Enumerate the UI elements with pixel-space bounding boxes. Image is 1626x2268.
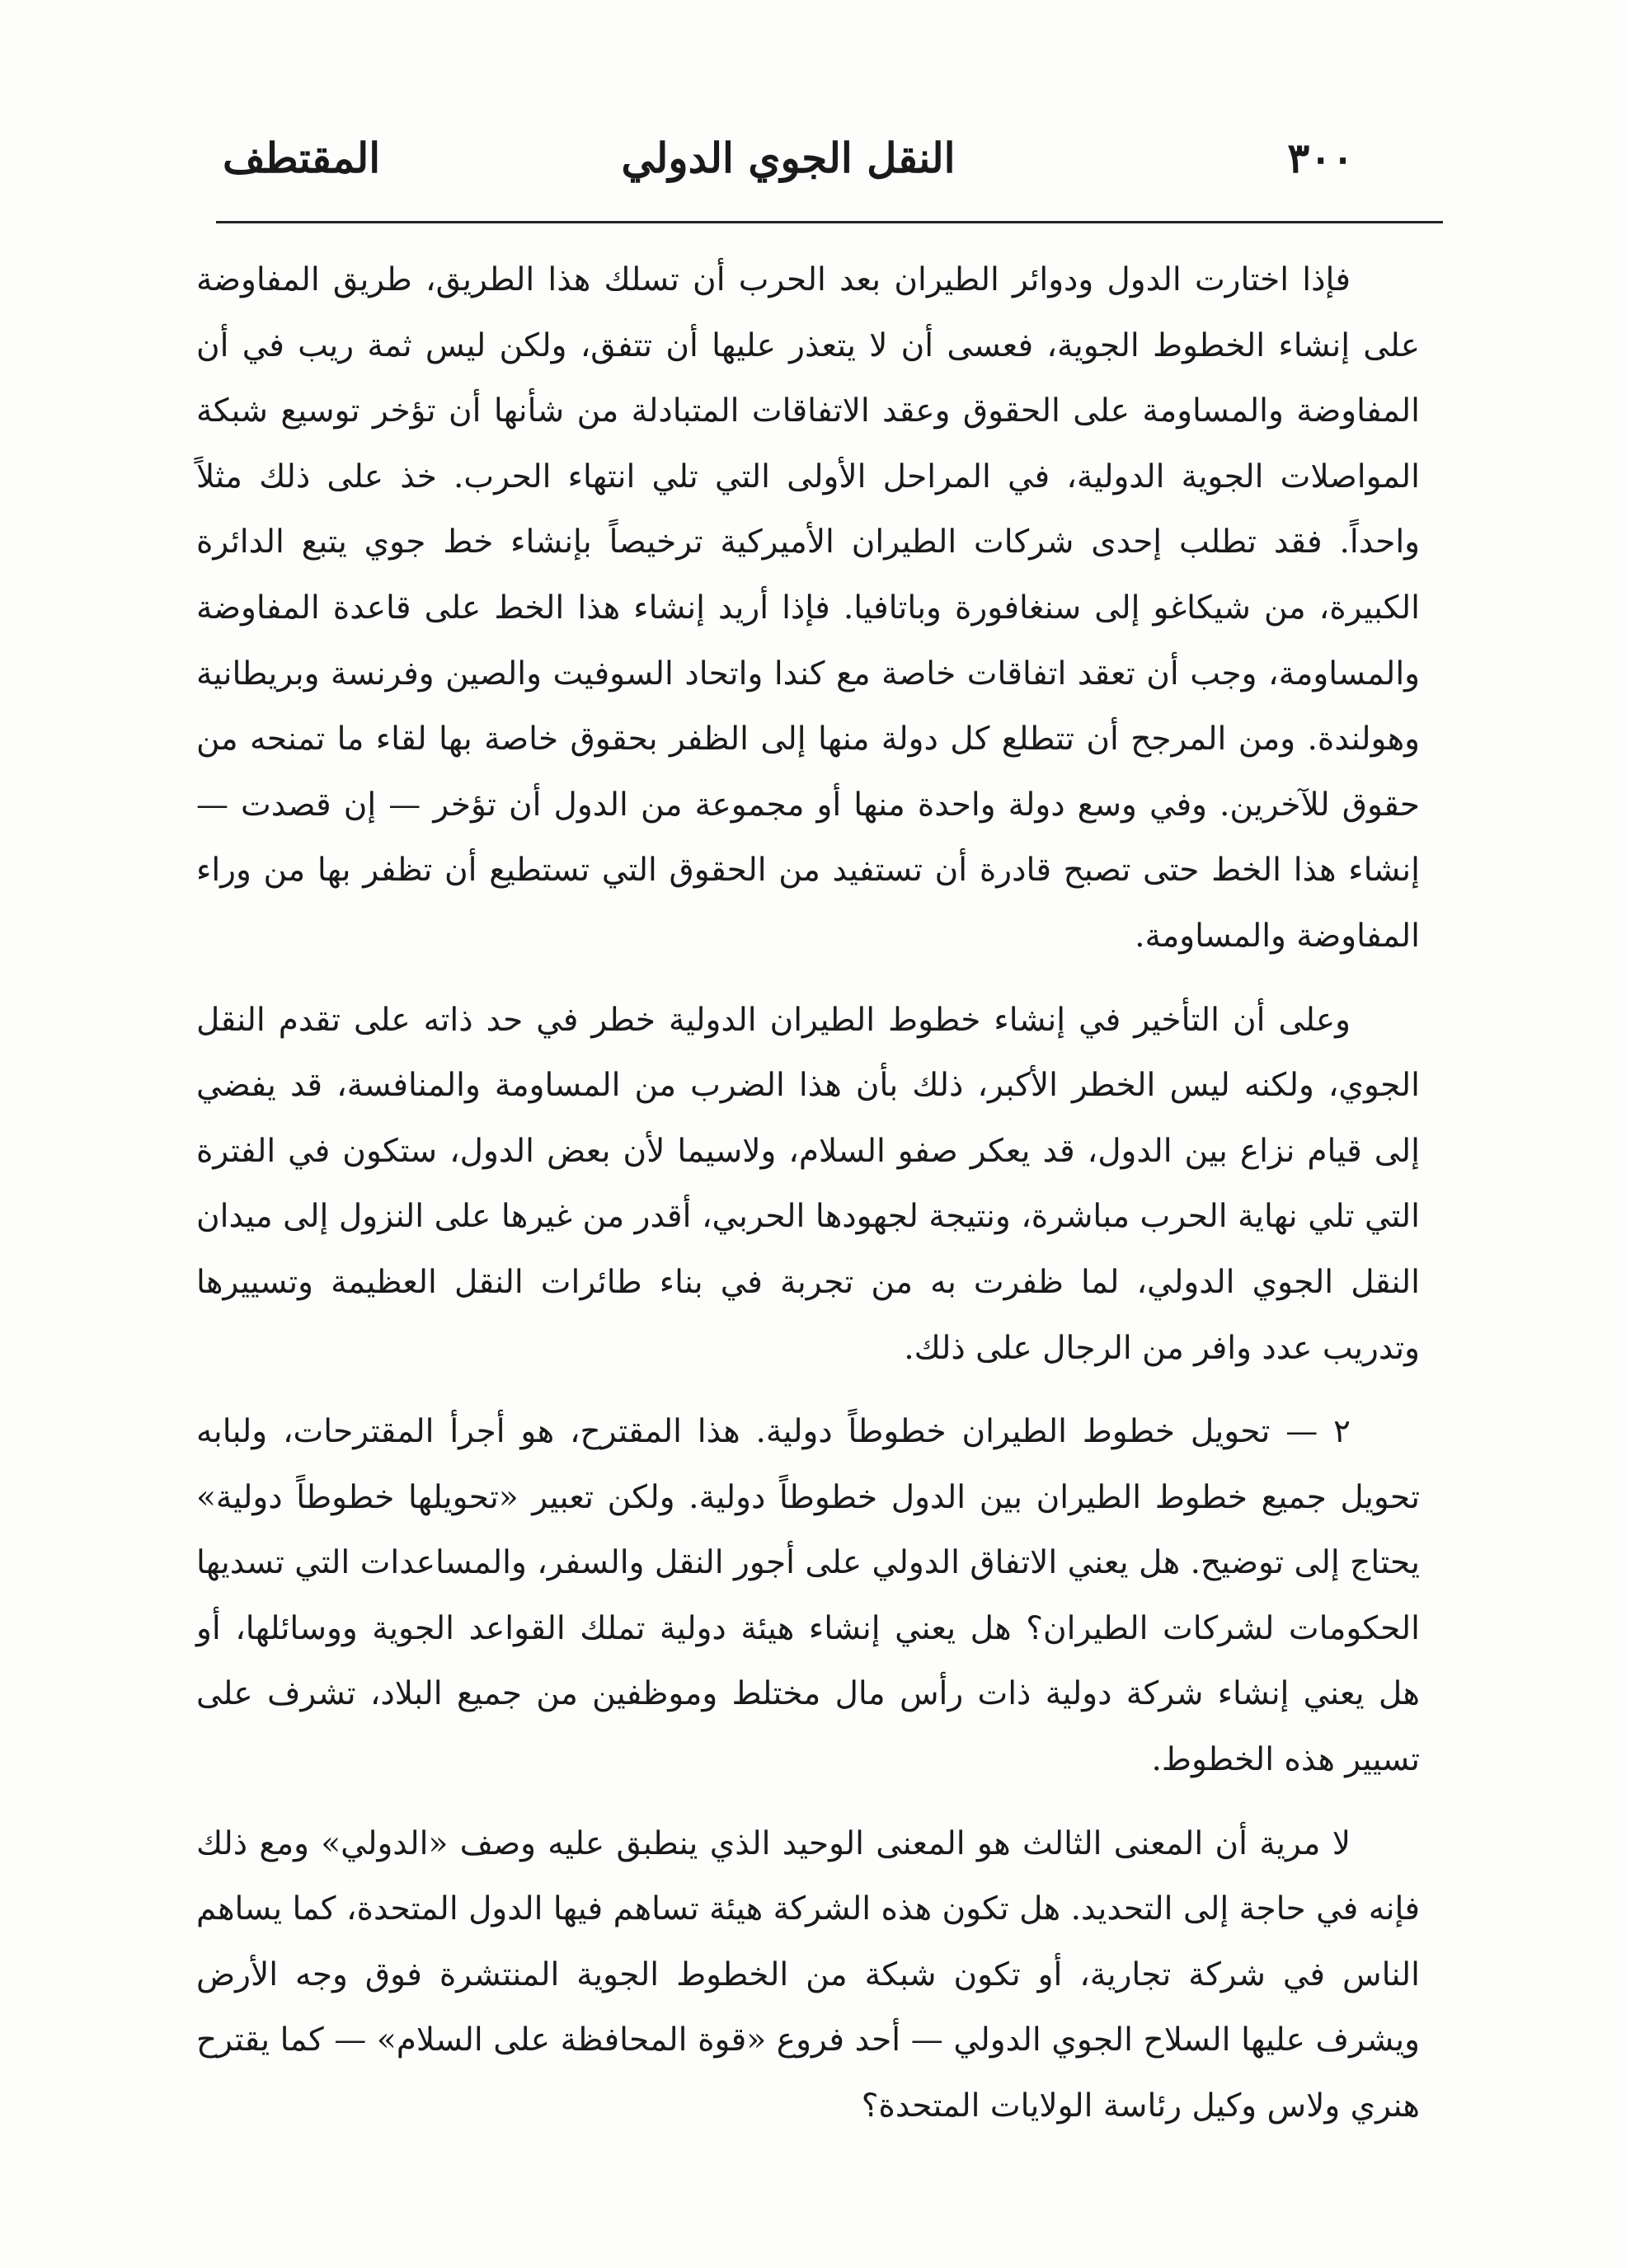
article-body [196,247,1420,2139]
paragraph-delay-danger: وعلى أن التأخير في إنشاء خطوط الطيران الدولية خطر في حد ذاته على تقدم النقل الجوي، ولكنه ليس الخطر الأكبر، ذلك بأن هذا الضرب من المساومة والمنافسة، قد يفضي إلى قيام نزاع بين الدول، قد يعكر صفو السلام، ولاسيما لأن بعض الدول، ستكون في الفترة التي تلي نهاية الحرب مباشرة، ونتيجة لجهودها الحربي، أقدر من غيرها على النزول إلى ميدان النقل الجوي الدولي، لما ظفرت به من تجربة في بناء طائرات النقل العظيمة وتسييرها وتدريب عدد وافر من الرجال على ذلك. [196,1001,1420,1367]
paragraph-internationalization: ٢ — تحويل خطوط الطيران خطوطاً دولية. هذا المقترح، هو أجرأ المقترحات، ولبابه تحويل جميع خطوط الطيران بين الدول خطوطاً دولية. ولكن تعبير «تحويلها خطوطاً دولية» يحتاج إلى توضيح. هل يعني الاتفاق الدولي على أجور النقل والسفر، والمساعدات التي تسديها الحكومات لشركات الطيران؟ هل يعني إنشاء هيئة دولية تملك القواعد الجوية ووسائلها، أو هل يعني إنشاء شركة دولية ذات رأس مال مختلط وموظفين من جميع البلاد، تشرف على تسيير هذه الخطوط. [196,1413,1420,1779]
paragraph-third-meaning: لا مرية أن المعنى الثالث هو المعنى الوحيد الذي ينطبق عليه وصف «الدولي» ومع ذلك فإنه في حاجة إلى التحديد. هل تكون هذه الشركة هيئة تساهم فيها الدول المتحدة، كما يساهم الناس في شركة تجارية، أو تكون شبكة من الخطوط الجوية المنتشرة فوق وجه الأرض ويشرف عليها السلاح الجوي الدولي — أحد فروع «قوة المحافظة على السلام» — كما يقترح هنري ولاس وكيل رئاسة الولايات المتحدة؟ [196,1824,1420,2125]
header-rule [216,221,1443,223]
journal-name: المقتطف [223,134,381,182]
running-title: النقل الجوي الدولي [621,134,956,182]
page-number: ٣٠٠ [1287,134,1354,182]
paragraph-negotiation: فإذا اختارت الدول ودوائر الطيران بعد الحرب أن تسلك هذا الطريق، طريق المفاوضة على إنشاء الخطوط الجوية، فعسى أن لا يتعذر عليها أن تتفق، ولكن ليس ثمة ريب في أن المفاوضة والمساومة على الحقوق وعقد الاتفاقات المتبادلة من شأنها أن تؤخر توسيع شبكة المواصلات الجوية الدولية، في المراحل الأولى التي تلي انتهاء الحرب. خذ على ذلك مثلاً واحداً. فقد تطلب إحدى شركات الطيران الأميركية ترخيصاً بإنشاء خط جوي يتبع الدائرة الكبيرة، من شيكاغو إلى سنغافورة وباتافيا. فإذا أريد إنشاء هذا الخط على قاعدة المفاوضة والمساومة، وجب أن تعقد اتفاقات خاصة مع كندا واتحاد السوفيت والصين وفرنسة وبريطانية وهولندة. ومن المرجح أن تتطلع كل دولة منها إلى الظفر بحقوق خاصة بها لقاء ما تمنحه من حقوق للآخرين. وفي وسع دولة واحدة منها أو مجموعة من الدول أن تؤخر — إن قصدت — إنشاء هذا الخط حتى تصبح قادرة أن تستفيد من الحقوق التي تستطيع أن تظفر بها من وراء المفاوضة والمساومة. [196,261,1420,955]
page-header [223,124,1354,198]
